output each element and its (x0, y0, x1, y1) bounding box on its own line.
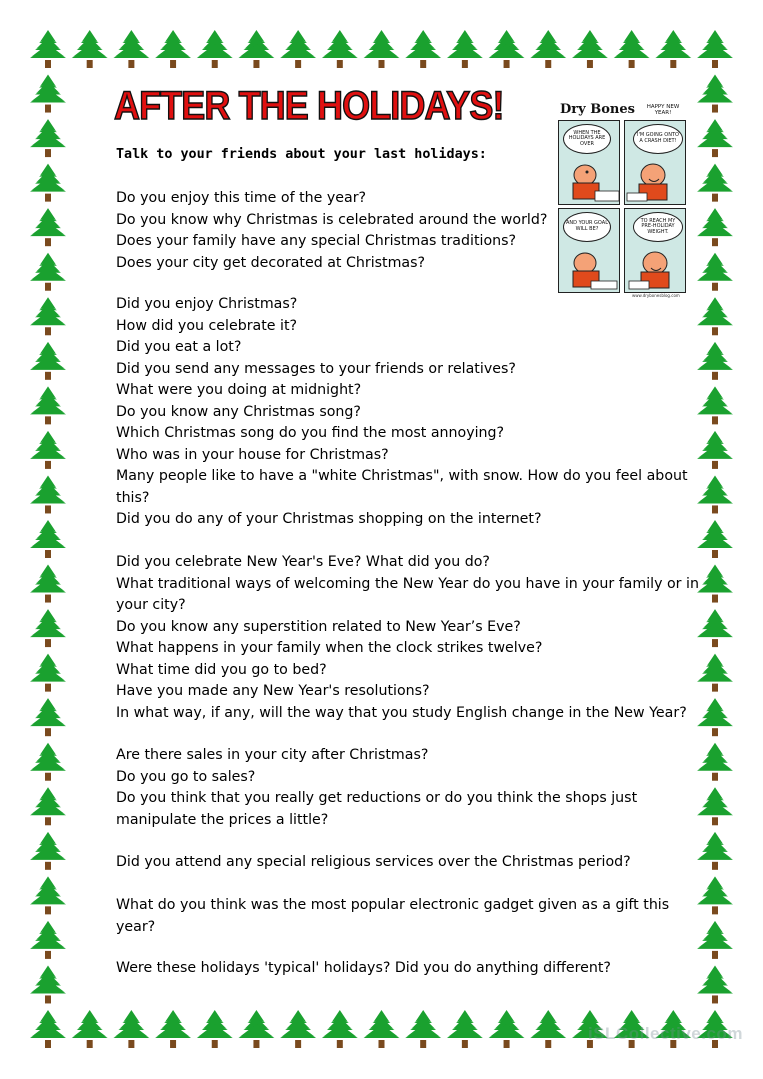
christmas-tree-icon (30, 297, 66, 335)
christmas-tree-icon (30, 75, 66, 113)
christmas-tree-icon (30, 876, 66, 914)
question: What happens in your family when the clock strikes twelve? (116, 640, 543, 656)
question: Do you go to sales? (116, 768, 256, 785)
christmas-tree-icon (697, 832, 733, 870)
christmas-tree-icon (697, 743, 733, 781)
question-block-2 (116, 294, 696, 531)
christmas-tree-icon (697, 75, 733, 113)
christmas-tree-icon (30, 832, 66, 870)
christmas-tree-icon (30, 654, 66, 692)
christmas-tree-icon (113, 1010, 149, 1048)
christmas-tree-icon (405, 30, 441, 68)
christmas-tree-icon (697, 253, 733, 291)
question: What time did you go to bed? (116, 661, 327, 678)
question: Did you enjoy Christmas? (116, 296, 298, 312)
comic-caption: HAPPY NEW YEAR! (646, 104, 680, 116)
christmas-tree-icon (697, 609, 733, 647)
page-title: AFTER THE HOLIDAYS! (114, 84, 504, 128)
christmas-tree-icon (405, 1010, 441, 1048)
christmas-tree-icon (697, 342, 733, 380)
christmas-tree-icon (572, 30, 608, 68)
christmas-tree-icon (30, 921, 66, 959)
question: Did you attend any special religious services over the Christmas period? (116, 854, 631, 870)
christmas-tree-icon (530, 1010, 566, 1048)
comic-title: Dry Bones (560, 102, 635, 117)
question: Did you celebrate New Year's Eve? What did you do? (116, 554, 490, 570)
christmas-tree-icon (197, 1010, 233, 1048)
christmas-tree-icon (697, 30, 733, 68)
christmas-tree-icon (697, 698, 733, 736)
christmas-tree-icon (697, 520, 733, 558)
christmas-tree-icon (697, 164, 733, 202)
christmas-tree-icon (30, 743, 66, 781)
question: Which Christmas song do you find the most annoying? (116, 425, 505, 441)
question: Do you know any Christmas song? (116, 403, 361, 420)
question: What traditional ways of welcoming the New Year do you have in your family or in your city? (116, 575, 699, 613)
christmas-tree-icon (530, 30, 566, 68)
christmas-tree-icon (364, 30, 400, 68)
question: Did you send any messages to your friends or relatives? (116, 360, 516, 377)
christmas-tree-icon (697, 386, 733, 424)
christmas-tree-icon (697, 876, 733, 914)
question: Were these holidays 'typical' holidays? Did you do anything different? (116, 960, 611, 976)
comic-bubble-3: AND YOUR GOAL WILL BE? (563, 212, 611, 242)
christmas-tree-icon (72, 1010, 108, 1048)
christmas-tree-icon (30, 1010, 66, 1048)
comic-panel-3 (558, 208, 620, 293)
christmas-tree-icon (489, 30, 525, 68)
christmas-tree-icon (30, 520, 66, 558)
christmas-tree-icon (30, 787, 66, 825)
question-block-6 (116, 895, 701, 938)
question-block-1 (116, 188, 556, 274)
christmas-tree-icon (30, 475, 66, 513)
question: Do you know why Christmas is celebrated around the world? (116, 211, 548, 228)
question: Are there sales in your city after Christmas? (116, 747, 429, 763)
christmas-tree-icon (30, 609, 66, 647)
question: What do you think was the most popular electronic gadget given as a gift this year? (116, 897, 670, 935)
question: Who was in your house for Christmas? (116, 446, 389, 463)
christmas-tree-icon (280, 1010, 316, 1048)
question: Did you do any of your Christmas shopping on the internet? (116, 511, 542, 527)
comic-panel-4 (624, 208, 686, 293)
question: Does your city get decorated at Christmas? (116, 254, 426, 271)
christmas-tree-icon (30, 119, 66, 157)
comic-bubble-1: WHEN THE HOLIDAYS ARE OVER (563, 124, 611, 154)
christmas-tree-icon (697, 787, 733, 825)
christmas-tree-icon (30, 386, 66, 424)
comic-panel-1 (558, 120, 620, 205)
christmas-tree-icon (238, 30, 274, 68)
christmas-tree-icon (238, 1010, 274, 1048)
question: Do you think that you really get reductions or do you think the shops just manipulate the prices a little? (116, 790, 638, 828)
christmas-tree-icon (697, 565, 733, 603)
christmas-tree-icon (697, 965, 733, 1003)
christmas-tree-icon (30, 208, 66, 246)
watermark: iSLCollective.com (588, 1024, 743, 1043)
comic-url: www.drybonesblog.com (632, 293, 680, 298)
christmas-tree-icon (697, 654, 733, 692)
christmas-tree-icon (155, 1010, 191, 1048)
comic-bubble-4: TO REACH MY PRE-HOLIDAY WEIGHT. (633, 212, 683, 242)
christmas-tree-icon (322, 30, 358, 68)
christmas-tree-icon (364, 1010, 400, 1048)
question-block-3 (116, 552, 701, 724)
christmas-tree-icon (614, 30, 650, 68)
christmas-tree-icon (30, 698, 66, 736)
christmas-tree-icon (697, 921, 733, 959)
subtitle: Talk to your friends about your last holidays: (116, 147, 487, 162)
christmas-tree-icon (197, 30, 233, 68)
christmas-tree-icon (155, 30, 191, 68)
christmas-tree-icon (489, 1010, 525, 1048)
christmas-tree-icon (447, 1010, 483, 1048)
christmas-tree-icon (30, 164, 66, 202)
christmas-tree-icon (30, 965, 66, 1003)
christmas-tree-icon (72, 30, 108, 68)
question: Does your family have any special Christmas traditions? (116, 233, 517, 249)
christmas-tree-icon (30, 431, 66, 469)
question: Have you made any New Year's resolutions? (116, 683, 430, 699)
christmas-tree-icon (697, 208, 733, 246)
christmas-tree-icon (30, 565, 66, 603)
christmas-tree-icon (30, 342, 66, 380)
comic-panel-2 (624, 120, 686, 205)
christmas-tree-icon (447, 30, 483, 68)
christmas-tree-icon (30, 30, 66, 68)
comic-bubble-2: I'M GOING ONTO A CRASH DIET! (633, 124, 683, 154)
question: Do you enjoy this time of the year? (116, 190, 367, 206)
christmas-tree-icon (697, 297, 733, 335)
question: In what way, if any, will the way that you study English change in the New Year? (116, 704, 687, 721)
question-block-7 (116, 958, 701, 980)
question: What were you doing at midnight? (116, 382, 362, 398)
christmas-tree-icon (113, 30, 149, 68)
christmas-tree-icon (322, 1010, 358, 1048)
question: Did you eat a lot? (116, 339, 242, 355)
christmas-tree-icon (697, 475, 733, 513)
christmas-tree-icon (697, 119, 733, 157)
question: Do you know any superstition related to New Year’s Eve? (116, 618, 521, 635)
question-block-5 (116, 852, 701, 874)
dry-bones-comic (556, 100, 689, 300)
christmas-tree-icon (30, 253, 66, 291)
question: Many people like to have a "white Christmas", with snow. How do you feel about this? (116, 468, 688, 506)
christmas-tree-icon (280, 30, 316, 68)
question: How did you celebrate it? (116, 317, 298, 334)
christmas-tree-icon (697, 431, 733, 469)
christmas-tree-icon (655, 30, 691, 68)
question-block-4 (116, 745, 656, 831)
